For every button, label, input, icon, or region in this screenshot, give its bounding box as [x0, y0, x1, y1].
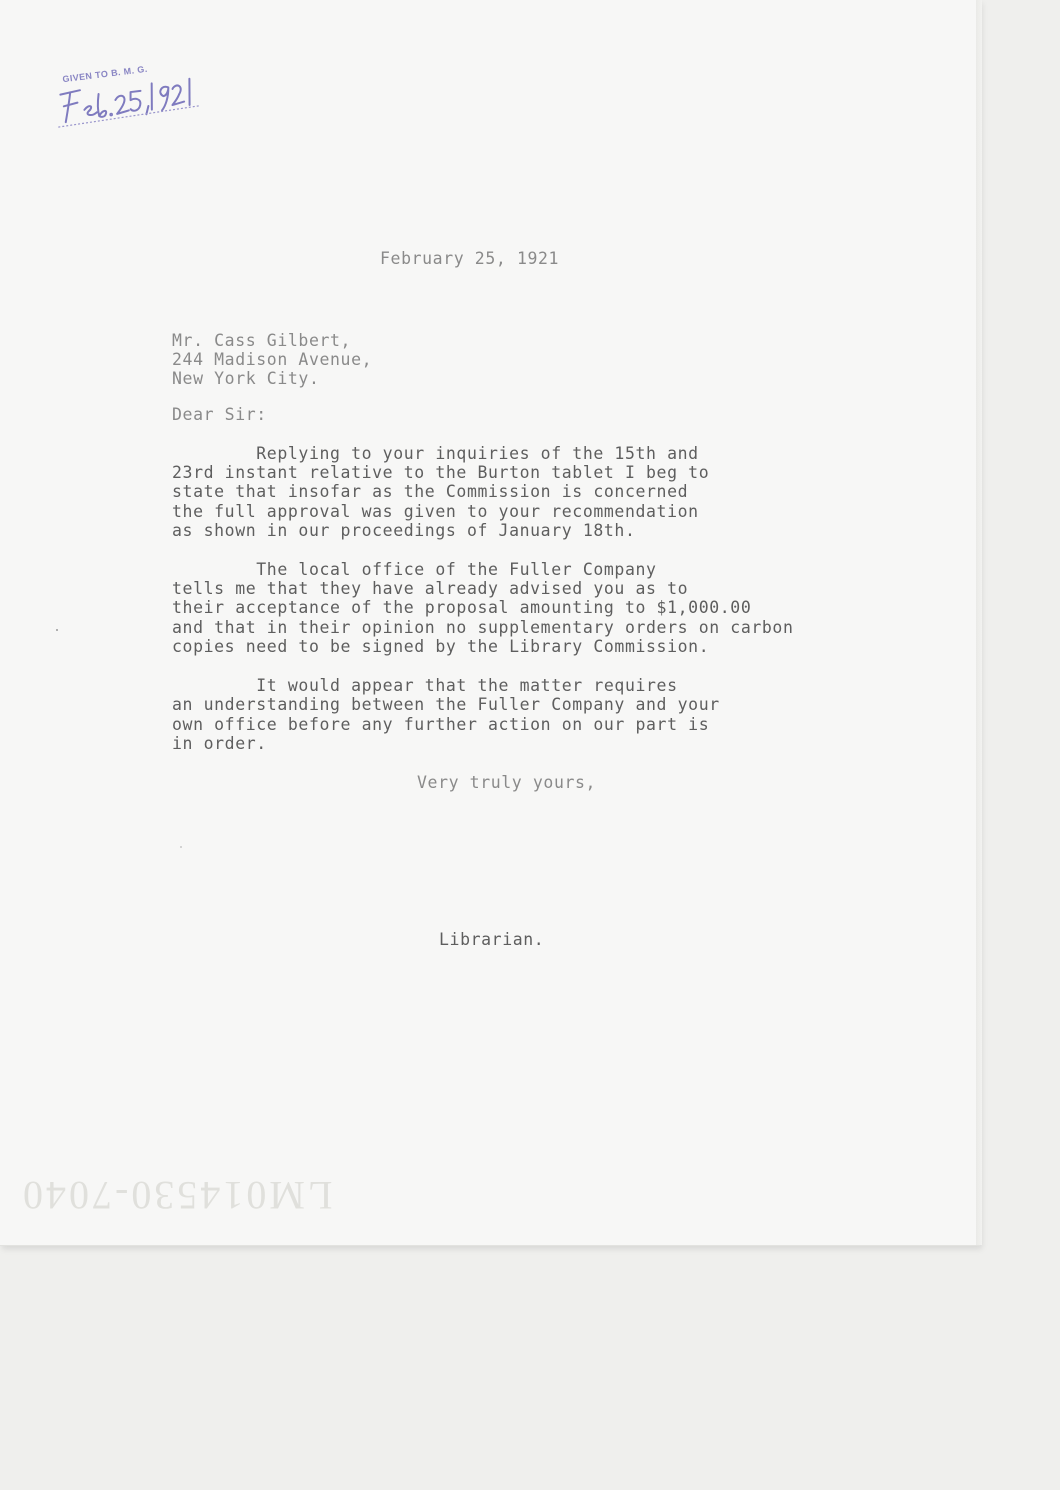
paragraph-line: their acceptance of the proposal amounting to $1,000.00: [172, 598, 752, 617]
paragraph-line: own office before any further action on our part is: [172, 715, 710, 734]
paragraph-line: an understanding between the Fuller Company and your: [172, 695, 720, 714]
paper-edge: [976, 0, 982, 1245]
paragraph-line: Replying to your inquiries of the 15th and: [172, 444, 699, 463]
address-line-city: New York City.: [172, 369, 320, 388]
paragraph-line: state that insofar as the Commission is concerned: [172, 482, 689, 501]
archive-reference-showthrough: LM014530-7040: [20, 1173, 333, 1218]
paragraph-line: in order.: [172, 734, 267, 753]
paper-speck: [180, 846, 182, 848]
paper-speck: [56, 629, 58, 631]
signature-title: Librarian.: [439, 930, 545, 949]
paragraph-line: tells me that they have already advised you as to: [172, 579, 689, 598]
complimentary-close: Very truly yours,: [417, 773, 597, 792]
paragraph-line: and that in their opinion no supplementary orders on carbon: [172, 618, 794, 637]
paragraph-line: as shown in our proceedings of January 18th.: [172, 521, 636, 540]
address-line-street: 244 Madison Avenue,: [172, 350, 373, 369]
paragraph-line: 23rd instant relative to the Burton tablet I beg to: [172, 463, 710, 482]
stamp-label: GIVEN TO B. M. G.: [61, 63, 149, 85]
salutation: Dear Sir:: [172, 405, 267, 424]
paragraph-line: It would appear that the matter requires: [172, 676, 678, 695]
letter-date: February 25, 1921: [380, 249, 560, 268]
paragraph-line: the full approval was given to your recommendation: [172, 502, 699, 521]
address-line-name: Mr. Cass Gilbert,: [172, 331, 352, 350]
paragraph-line: copies need to be signed by the Library Commission.: [172, 637, 710, 656]
paragraph-line: The local office of the Fuller Company: [172, 560, 657, 579]
